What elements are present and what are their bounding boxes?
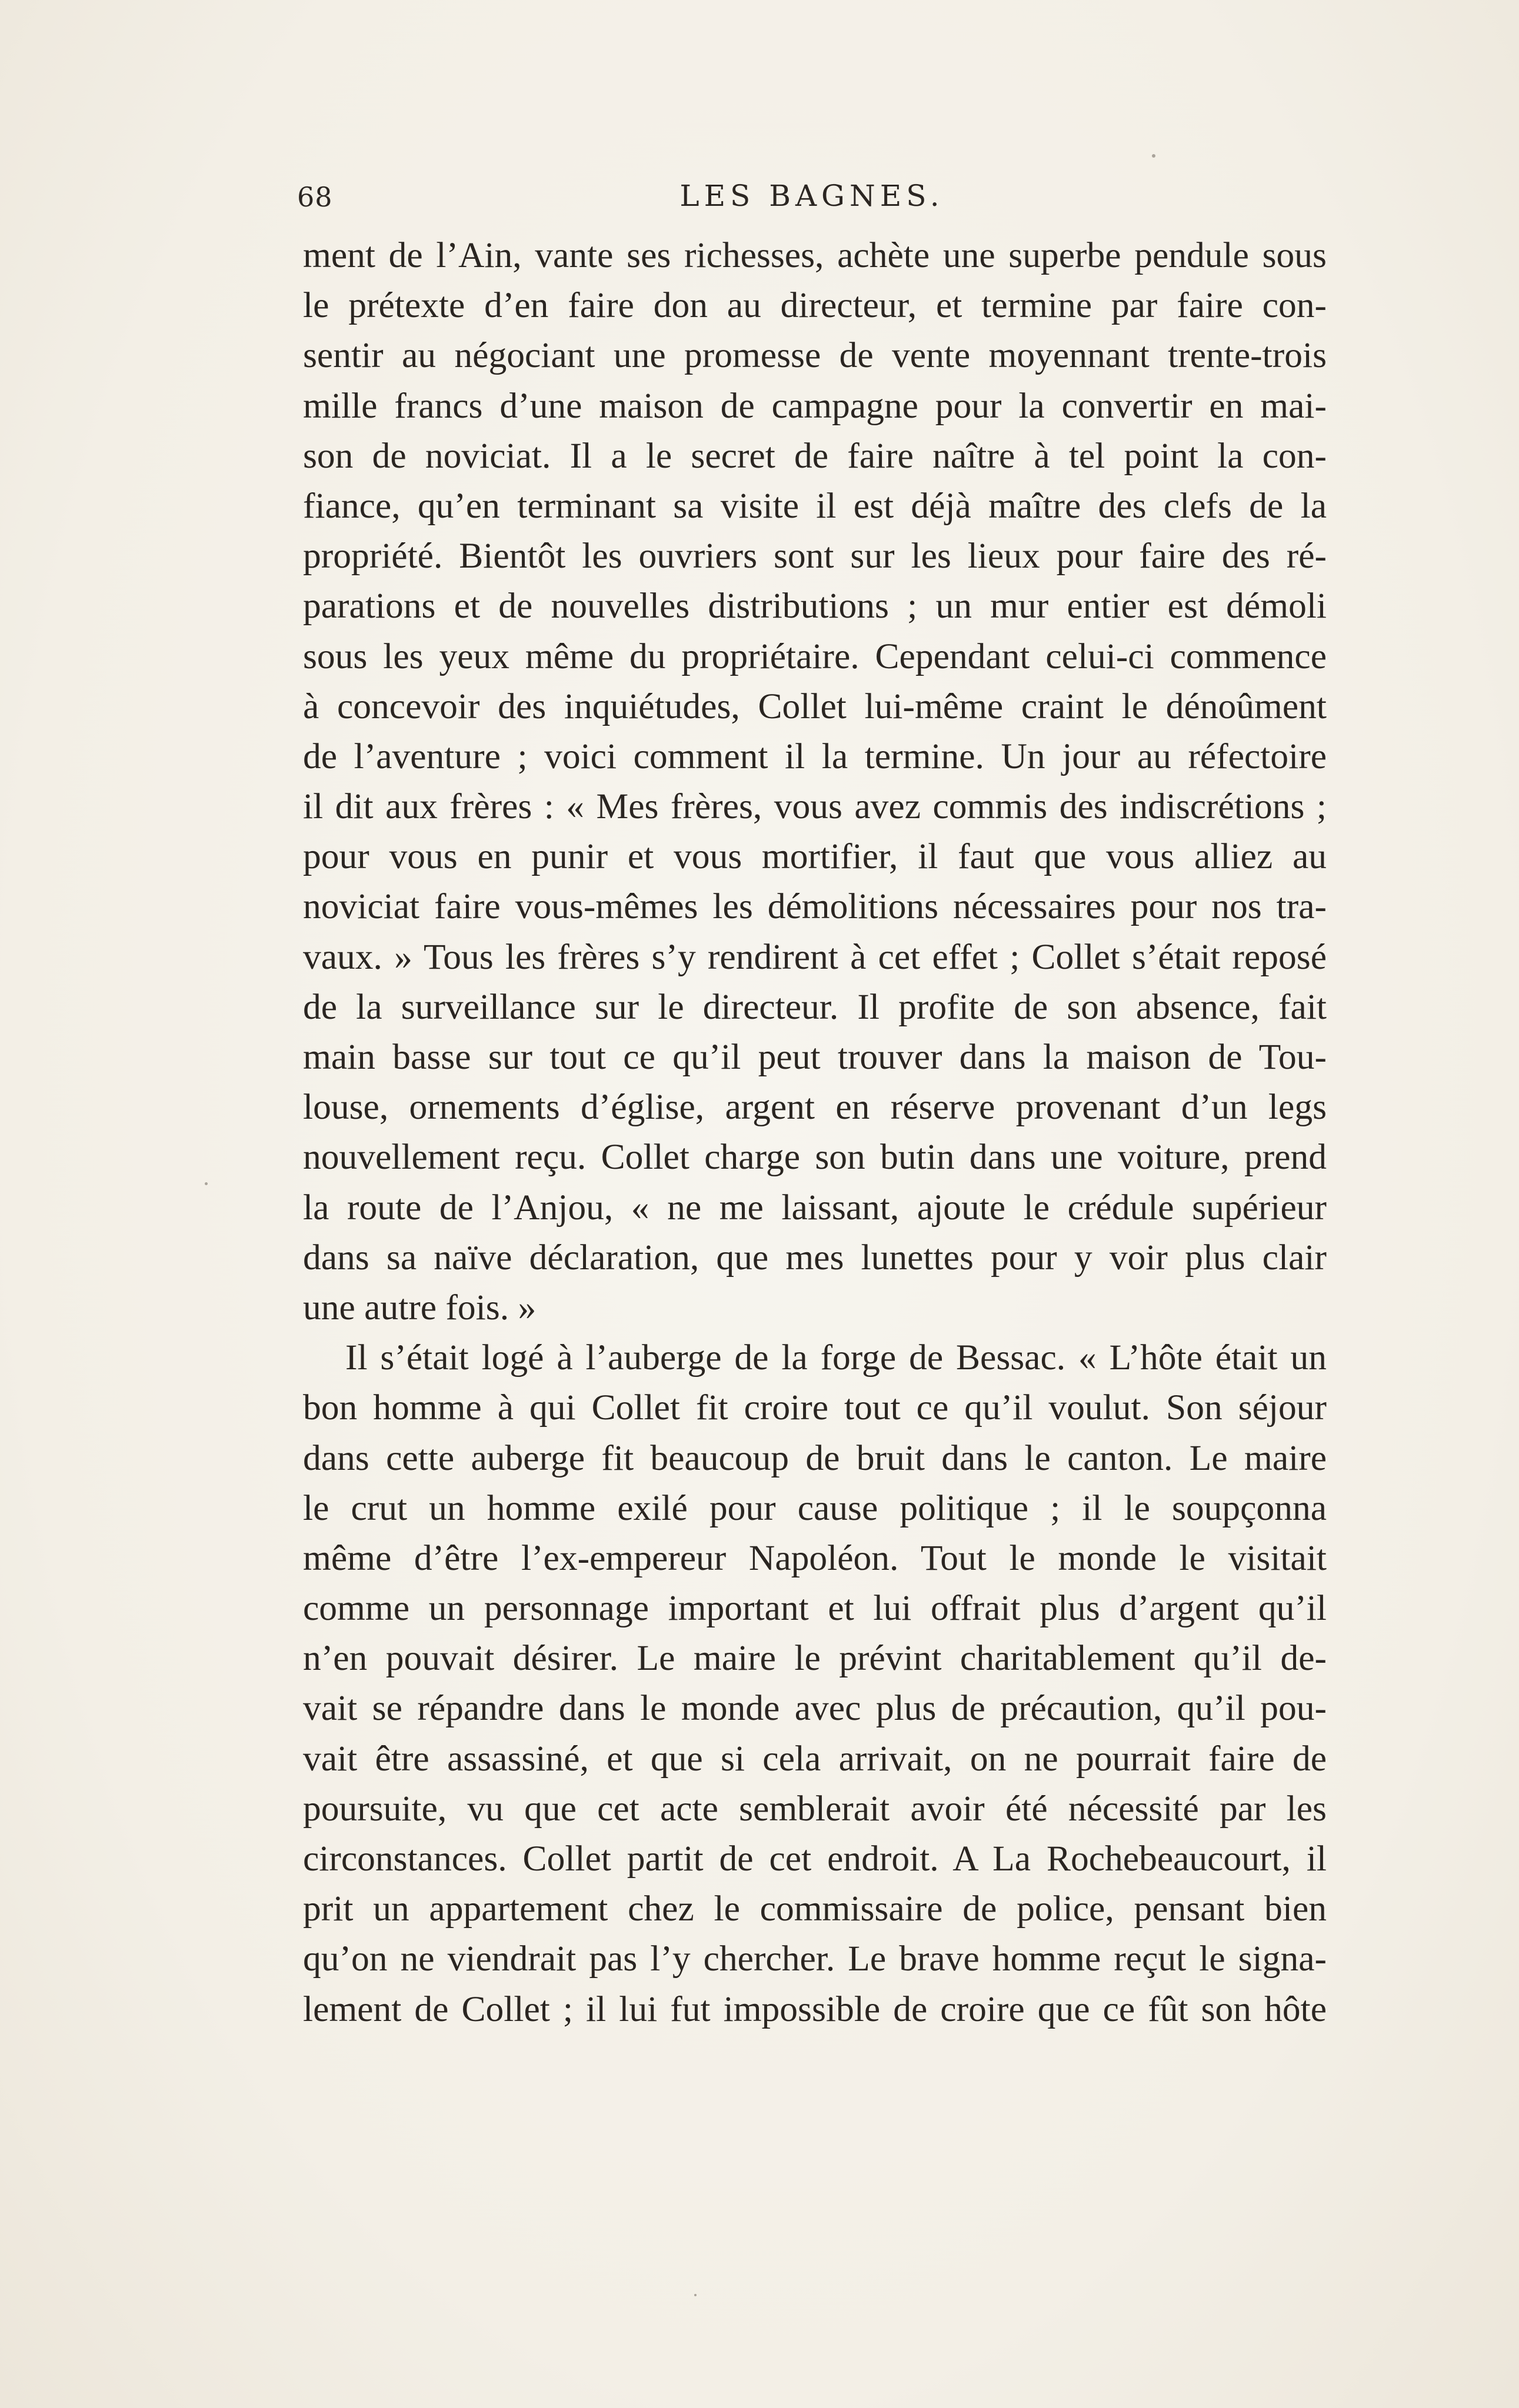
text-line: comme un personnage important et lui offrait plus d’argent qu’il <box>303 1588 1327 1629</box>
text-line: circonstances. Collet partit de cet endroit. A La Rochebeaucourt, il <box>303 1839 1327 1879</box>
text-line: louse, ornements d’église, argent en réserve provenant d’un legs <box>303 1087 1327 1128</box>
text-line: de la surveillance sur le directeur. Il profite de son absence, fait <box>303 986 1327 1027</box>
page-number: 68 <box>297 181 333 213</box>
text-line: poursuite, vu que cet acte semblerait avoir été nécessité par les <box>303 1788 1327 1829</box>
text-line: prit un appartement chez le commissaire de police, pensant bien <box>303 1889 1327 1929</box>
text-line: une autre fois. » <box>303 1287 537 1328</box>
text-line: à concevoir des inquiétudes, Collet lui-même craint le dénoûment <box>303 686 1327 726</box>
text-line: lement de Collet ; il lui fut impossible de croire que ce fût son hôte <box>303 1989 1327 2029</box>
text-line: même d’être l’ex-empereur Napoléon. Tout le monde le visitait <box>303 1537 1327 1578</box>
paper-speck <box>694 2294 697 2296</box>
text-line: dans cette auberge fit beaucoup de bruit dans le canton. Le maire <box>303 1438 1327 1478</box>
running-head <box>297 176 1327 224</box>
text-line: vait être assassiné, et que si cela arrivait, on ne pourrait faire de <box>303 1738 1327 1779</box>
text-line: le crut un homme exilé pour cause politique ; il le soupçonna <box>303 1488 1327 1528</box>
text-line: vait se répandre dans le monde avec plus de précaution, qu’il pou- <box>303 1688 1327 1729</box>
running-title: LES BAGNES. <box>679 179 944 213</box>
text-line: noviciat faire vous-mêmes les démolitions nécessaires pour nos tra- <box>303 886 1327 927</box>
text-line: dans sa naïve déclaration, que mes lunettes pour y voir plus clair <box>303 1237 1327 1278</box>
text-line: sous les yeux même du propriétaire. Cependant celui-ci commence <box>303 636 1327 676</box>
text-line: qu’on ne viendrait pas l’y chercher. Le brave homme reçut le signa- <box>303 1939 1327 1979</box>
text-line: Il s’était logé à l’auberge de la forge de Bessac. « L’hôte était un <box>345 1338 1327 1378</box>
text-line: son de noviciat. Il a le secret de faire naître à tel point la con- <box>303 435 1327 476</box>
text-line: main basse sur tout ce qu’il peut trouver dans la maison de Tou- <box>303 1037 1327 1077</box>
text-line: bon homme à qui Collet fit croire tout ce qu’il voulut. Son séjour <box>303 1388 1327 1428</box>
paper-speck <box>1152 154 1155 158</box>
paper-speck <box>205 1182 208 1185</box>
text-line: n’en pouvait désirer. Le maire le prévint charitablement qu’il de- <box>303 1638 1327 1679</box>
text-line: parations et de nouvelles distributions ; un mur entier est démoli <box>303 586 1327 626</box>
text-line: de l’aventure ; voici comment il la termine. Un jour au réfectoire <box>303 736 1327 776</box>
text-line: vaux. » Tous les frères s’y rendirent à cet effet ; Collet s’était reposé <box>303 936 1327 977</box>
text-line: fiance, qu’en terminant sa visite il est déjà maître des clefs de la <box>303 485 1327 526</box>
text-line: pour vous en punir et vous mortifier, il faut que vous alliez au <box>303 836 1327 877</box>
text-line: ment de l’Ain, vante ses richesses, achète une superbe pendule sous <box>303 235 1327 275</box>
text-line: la route de l’Anjou, « ne me laissant, ajoute le crédule supérieur <box>303 1187 1327 1228</box>
text-line: sentir au négociant une promesse de vente moyennant trente-trois <box>303 335 1327 376</box>
text-line: propriété. Bientôt les ouvriers sont sur les lieux pour faire des ré- <box>303 536 1327 576</box>
text-line: mille francs d’une maison de campagne pour la convertir en mai- <box>303 385 1327 426</box>
text-line: il dit aux frères : « Mes frères, vous avez commis des indiscrétions ; <box>303 786 1327 827</box>
body-text <box>303 231 1327 2035</box>
text-line: le prétexte d’en faire don au directeur, et termine par faire con- <box>303 285 1327 326</box>
text-line: nouvellement reçu. Collet charge son butin dans une voiture, prend <box>303 1137 1327 1178</box>
